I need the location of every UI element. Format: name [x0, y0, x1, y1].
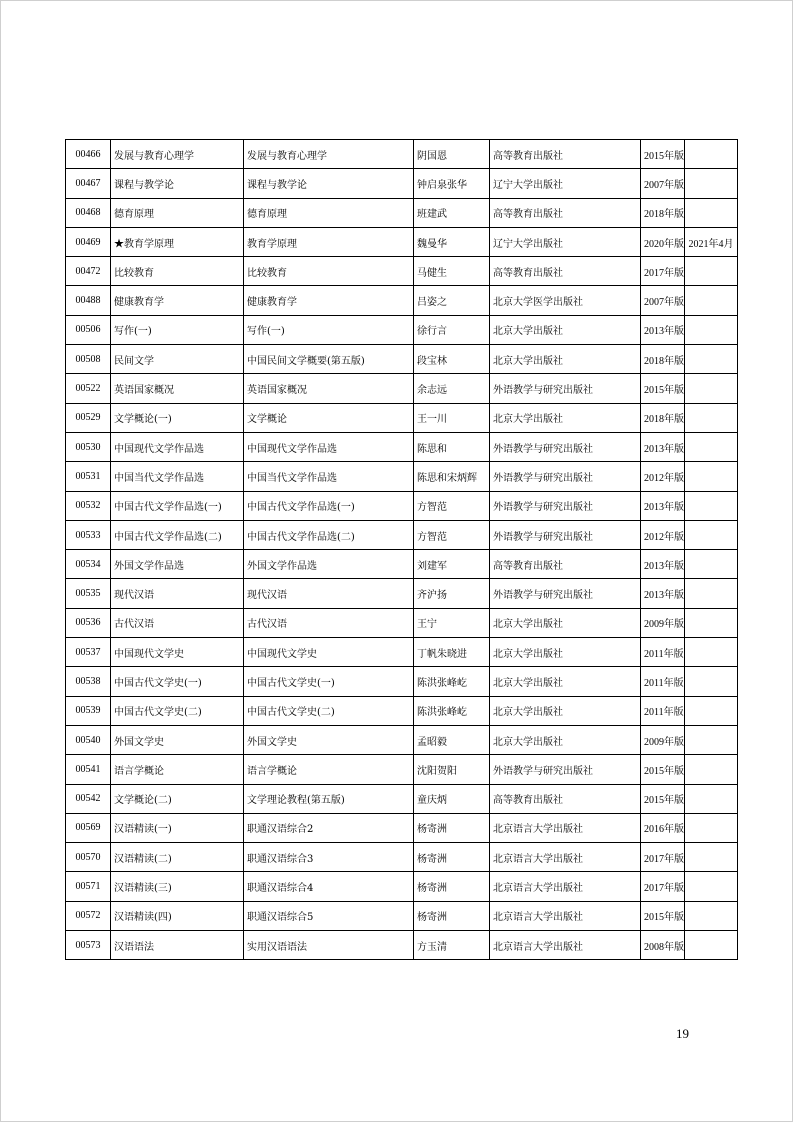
course-code-cell: 00542	[66, 784, 111, 813]
note-cell	[685, 315, 738, 344]
course-code-cell: 00532	[66, 491, 111, 520]
course-code-cell: 00468	[66, 198, 111, 227]
edition-cell: 2009年版	[641, 725, 685, 754]
table-row	[66, 286, 738, 315]
note-cell	[685, 667, 738, 696]
course-code-cell: 00573	[66, 931, 111, 960]
note-cell	[685, 901, 738, 930]
note-cell	[685, 198, 738, 227]
course-name-cell: 英语国家概况	[111, 374, 244, 403]
textbook-title-cell: 中国现代文学史	[244, 638, 414, 667]
author-cell: 陈洪张峰屹	[414, 696, 490, 725]
table-row	[66, 257, 738, 286]
author-cell: 阴国恩	[414, 140, 490, 169]
note-cell	[685, 784, 738, 813]
textbook-title-cell: 中国现代文学作品选	[244, 432, 414, 461]
course-name-cell: 古代汉语	[111, 608, 244, 637]
publisher-cell: 外语教学与研究出版社	[490, 462, 641, 491]
author-cell: 齐沪扬	[414, 579, 490, 608]
edition-cell: 2016年版	[641, 813, 685, 842]
author-cell: 吕姿之	[414, 286, 490, 315]
course-code-cell: 00530	[66, 432, 111, 461]
textbook-title-cell: 中国古代文学作品选(二)	[244, 520, 414, 549]
table-row	[66, 345, 738, 374]
edition-cell: 2012年版	[641, 462, 685, 491]
table-row	[66, 491, 738, 520]
course-name-cell: 中国古代文学作品选(一)	[111, 491, 244, 520]
publisher-cell: 高等教育出版社	[490, 257, 641, 286]
table-row	[66, 725, 738, 754]
table-row	[66, 432, 738, 461]
table-row	[66, 872, 738, 901]
edition-cell: 2008年版	[641, 931, 685, 960]
course-table	[65, 139, 738, 960]
table-row	[66, 169, 738, 198]
table-row	[66, 315, 738, 344]
textbook-title-cell: 外国文学作品选	[244, 550, 414, 579]
edition-cell: 2015年版	[641, 140, 685, 169]
author-cell: 徐行言	[414, 315, 490, 344]
course-name-cell: 汉语精读(二)	[111, 843, 244, 872]
publisher-cell: 北京大学出版社	[490, 345, 641, 374]
edition-cell: 2013年版	[641, 432, 685, 461]
course-name-cell: ★教育学原理	[111, 227, 244, 256]
table-row	[66, 462, 738, 491]
textbook-title-cell: 写作(一)	[244, 315, 414, 344]
publisher-cell: 北京大学出版社	[490, 667, 641, 696]
course-name-cell: 课程与教学论	[111, 169, 244, 198]
textbook-title-cell: 中国古代文学史(一)	[244, 667, 414, 696]
note-cell	[685, 491, 738, 520]
course-name-cell: 中国古代文学作品选(二)	[111, 520, 244, 549]
author-cell: 杨寄洲	[414, 872, 490, 901]
course-name-cell: 文学概论(一)	[111, 403, 244, 432]
author-cell: 丁帆朱晓进	[414, 638, 490, 667]
textbook-title-cell: 中国民间文学概要(第五版)	[244, 345, 414, 374]
textbook-title-cell: 职通汉语综合3	[244, 843, 414, 872]
course-name-cell: 中国古代文学史(一)	[111, 667, 244, 696]
course-code-cell: 00569	[66, 813, 111, 842]
publisher-cell: 北京大学出版社	[490, 638, 641, 667]
note-cell	[685, 579, 738, 608]
textbook-title-cell: 中国古代文学史(二)	[244, 696, 414, 725]
author-cell: 杨寄洲	[414, 813, 490, 842]
page-number: 19	[676, 1026, 689, 1041]
edition-cell: 2011年版	[641, 667, 685, 696]
edition-cell: 2013年版	[641, 550, 685, 579]
author-cell: 王一川	[414, 403, 490, 432]
course-name-cell: 外国文学作品选	[111, 550, 244, 579]
table-row	[66, 813, 738, 842]
textbook-title-cell: 职通汉语综合4	[244, 872, 414, 901]
edition-cell: 2018年版	[641, 198, 685, 227]
textbook-title-cell: 外国文学史	[244, 725, 414, 754]
textbook-title-cell: 中国当代文学作品选	[244, 462, 414, 491]
publisher-cell: 北京大学出版社	[490, 608, 641, 637]
author-cell: 刘建军	[414, 550, 490, 579]
edition-cell: 2009年版	[641, 608, 685, 637]
table-body	[66, 140, 738, 960]
edition-cell: 2018年版	[641, 403, 685, 432]
note-cell	[685, 638, 738, 667]
note-cell	[685, 520, 738, 549]
author-cell: 陈思和宋炳辉	[414, 462, 490, 491]
textbook-title-cell: 文学理论教程(第五版)	[244, 784, 414, 813]
edition-cell: 2007年版	[641, 169, 685, 198]
publisher-cell: 北京语言大学出版社	[490, 872, 641, 901]
note-cell	[685, 374, 738, 403]
publisher-cell: 北京大学出版社	[490, 725, 641, 754]
course-name-cell: 中国现代文学史	[111, 638, 244, 667]
textbook-title-cell: 现代汉语	[244, 579, 414, 608]
table-row	[66, 579, 738, 608]
textbook-title-cell: 古代汉语	[244, 608, 414, 637]
course-code-cell: 00529	[66, 403, 111, 432]
course-name-cell: 健康教育学	[111, 286, 244, 315]
note-cell	[685, 931, 738, 960]
author-cell: 魏曼华	[414, 227, 490, 256]
table-row	[66, 638, 738, 667]
textbook-title-cell: 实用汉语语法	[244, 931, 414, 960]
author-cell: 王宁	[414, 608, 490, 637]
table-row	[66, 843, 738, 872]
author-cell: 孟昭毅	[414, 725, 490, 754]
publisher-cell: 高等教育出版社	[490, 550, 641, 579]
course-code-cell: 00534	[66, 550, 111, 579]
edition-cell: 2018年版	[641, 345, 685, 374]
course-code-cell: 00488	[66, 286, 111, 315]
textbook-title-cell: 中国古代文学作品选(一)	[244, 491, 414, 520]
edition-cell: 2017年版	[641, 257, 685, 286]
note-cell	[685, 345, 738, 374]
note-cell	[685, 169, 738, 198]
note-cell	[685, 403, 738, 432]
course-name-cell: 中国现代文学作品选	[111, 432, 244, 461]
publisher-cell: 北京语言大学出版社	[490, 901, 641, 930]
course-code-cell: 00508	[66, 345, 111, 374]
table-row	[66, 227, 738, 256]
publisher-cell: 北京大学出版社	[490, 315, 641, 344]
course-name-cell: 语言学概论	[111, 755, 244, 784]
author-cell: 杨寄洲	[414, 843, 490, 872]
course-code-cell: 00535	[66, 579, 111, 608]
table-row	[66, 520, 738, 549]
course-code-cell: 00570	[66, 843, 111, 872]
edition-cell: 2013年版	[641, 491, 685, 520]
textbook-title-cell: 课程与教学论	[244, 169, 414, 198]
textbook-title-cell: 教育学原理	[244, 227, 414, 256]
publisher-cell: 高等教育出版社	[490, 198, 641, 227]
table-row	[66, 784, 738, 813]
table-row	[66, 550, 738, 579]
course-code-cell: 00537	[66, 638, 111, 667]
textbook-title-cell: 比较教育	[244, 257, 414, 286]
note-cell	[685, 755, 738, 784]
note-cell	[685, 872, 738, 901]
textbook-title-cell: 职通汉语综合2	[244, 813, 414, 842]
note-cell: 2021年4月	[685, 227, 738, 256]
edition-cell: 2011年版	[641, 638, 685, 667]
course-name-cell: 现代汉语	[111, 579, 244, 608]
course-name-cell: 汉语语法	[111, 931, 244, 960]
table-row	[66, 696, 738, 725]
publisher-cell: 北京大学出版社	[490, 403, 641, 432]
author-cell: 钟启泉张华	[414, 169, 490, 198]
edition-cell: 2015年版	[641, 784, 685, 813]
author-cell: 童庆炳	[414, 784, 490, 813]
publisher-cell: 外语教学与研究出版社	[490, 432, 641, 461]
edition-cell: 2007年版	[641, 286, 685, 315]
publisher-cell: 北京语言大学出版社	[490, 931, 641, 960]
publisher-cell: 北京大学医学出版社	[490, 286, 641, 315]
publisher-cell: 外语教学与研究出版社	[490, 520, 641, 549]
table-row	[66, 403, 738, 432]
author-cell: 方智范	[414, 491, 490, 520]
publisher-cell: 北京语言大学出版社	[490, 843, 641, 872]
author-cell: 余志远	[414, 374, 490, 403]
course-code-cell: 00472	[66, 257, 111, 286]
note-cell	[685, 696, 738, 725]
course-name-cell: 文学概论(二)	[111, 784, 244, 813]
course-name-cell: 中国当代文学作品选	[111, 462, 244, 491]
note-cell	[685, 140, 738, 169]
course-name-cell: 汉语精读(三)	[111, 872, 244, 901]
publisher-cell: 高等教育出版社	[490, 784, 641, 813]
note-cell	[685, 725, 738, 754]
table-row	[66, 667, 738, 696]
edition-cell: 2017年版	[641, 872, 685, 901]
author-cell: 段宝林	[414, 345, 490, 374]
author-cell: 班建武	[414, 198, 490, 227]
course-name-cell: 民间文学	[111, 345, 244, 374]
table-row	[66, 901, 738, 930]
publisher-cell: 外语教学与研究出版社	[490, 491, 641, 520]
note-cell	[685, 257, 738, 286]
course-code-cell: 00467	[66, 169, 111, 198]
table-row	[66, 198, 738, 227]
publisher-cell: 北京大学出版社	[490, 696, 641, 725]
course-name-cell: 写作(一)	[111, 315, 244, 344]
note-cell	[685, 286, 738, 315]
course-code-cell: 00541	[66, 755, 111, 784]
publisher-cell: 外语教学与研究出版社	[490, 374, 641, 403]
edition-cell: 2011年版	[641, 696, 685, 725]
author-cell: 陈洪张峰屹	[414, 667, 490, 696]
author-cell: 方玉清	[414, 931, 490, 960]
edition-cell: 2020年版	[641, 227, 685, 256]
table-row	[66, 931, 738, 960]
author-cell: 沈阳贺阳	[414, 755, 490, 784]
course-code-cell: 00539	[66, 696, 111, 725]
course-code-cell: 00469	[66, 227, 111, 256]
publisher-cell: 高等教育出版社	[490, 140, 641, 169]
author-cell: 陈思和	[414, 432, 490, 461]
course-code-cell: 00506	[66, 315, 111, 344]
note-cell	[685, 608, 738, 637]
textbook-title-cell: 发展与教育心理学	[244, 140, 414, 169]
course-code-cell: 00571	[66, 872, 111, 901]
edition-cell: 2015年版	[641, 901, 685, 930]
edition-cell: 2013年版	[641, 579, 685, 608]
note-cell	[685, 432, 738, 461]
table-row	[66, 608, 738, 637]
course-name-cell: 汉语精读(一)	[111, 813, 244, 842]
publisher-cell: 外语教学与研究出版社	[490, 579, 641, 608]
course-code-cell: 00572	[66, 901, 111, 930]
table-row	[66, 755, 738, 784]
course-name-cell: 中国古代文学史(二)	[111, 696, 244, 725]
publisher-cell: 辽宁大学出版社	[490, 169, 641, 198]
textbook-title-cell: 语言学概论	[244, 755, 414, 784]
publisher-cell: 北京语言大学出版社	[490, 813, 641, 842]
course-code-cell: 00540	[66, 725, 111, 754]
table-row	[66, 374, 738, 403]
course-code-cell: 00533	[66, 520, 111, 549]
course-name-cell: 比较教育	[111, 257, 244, 286]
textbook-title-cell: 英语国家概况	[244, 374, 414, 403]
course-code-cell: 00466	[66, 140, 111, 169]
publisher-cell: 外语教学与研究出版社	[490, 755, 641, 784]
textbook-title-cell: 文学概论	[244, 403, 414, 432]
note-cell	[685, 462, 738, 491]
note-cell	[685, 550, 738, 579]
textbook-title-cell: 职通汉语综合5	[244, 901, 414, 930]
course-code-cell: 00536	[66, 608, 111, 637]
course-code-cell: 00522	[66, 374, 111, 403]
author-cell: 方智范	[414, 520, 490, 549]
course-name-cell: 德育原理	[111, 198, 244, 227]
course-name-cell: 外国文学史	[111, 725, 244, 754]
note-cell	[685, 813, 738, 842]
edition-cell: 2012年版	[641, 520, 685, 549]
author-cell: 杨寄洲	[414, 901, 490, 930]
course-code-cell: 00538	[66, 667, 111, 696]
edition-cell: 2017年版	[641, 843, 685, 872]
publisher-cell: 辽宁大学出版社	[490, 227, 641, 256]
textbook-title-cell: 德育原理	[244, 198, 414, 227]
author-cell: 马健生	[414, 257, 490, 286]
course-name-cell: 汉语精读(四)	[111, 901, 244, 930]
edition-cell: 2013年版	[641, 315, 685, 344]
table-row	[66, 140, 738, 169]
course-code-cell: 00531	[66, 462, 111, 491]
course-name-cell: 发展与教育心理学	[111, 140, 244, 169]
edition-cell: 2015年版	[641, 755, 685, 784]
note-cell	[685, 843, 738, 872]
textbook-title-cell: 健康教育学	[244, 286, 414, 315]
edition-cell: 2015年版	[641, 374, 685, 403]
